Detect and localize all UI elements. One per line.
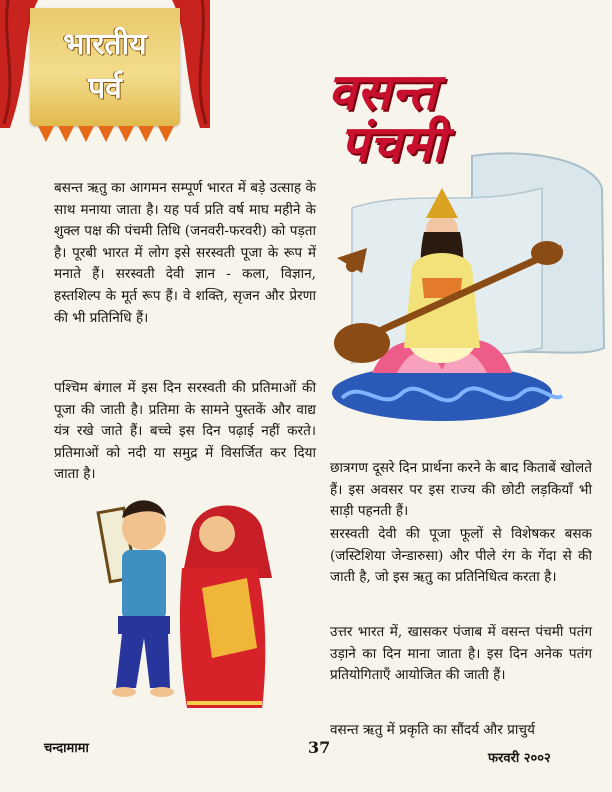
paragraph-flowers: सरस्वती देवी की पूजा फूलों से विशेषकर बसक (जस्टिशिया जेन्डारुसा) और पीले रंग के गेंदा से की जाती है, जो इस ऋतु का प्रतिनिधित्व करता है। — [330, 526, 592, 586]
banner-tassels — [38, 126, 174, 142]
saraswati-illustration — [322, 148, 612, 448]
paragraph-west-bengal: पश्चिम बंगाल में इस दिन सरस्वती की प्रतिमाओं की पूजा की जाती है। प्रतिमा के सामने पुस्तकें और वाद्य यंत्र रखे जाते हैं। बच्चे इस दिन पढ़ाई नहीं करते। प्रतिमाओं को नदी या समुद्र में विसर्जित कर दिया जाता है। — [54, 380, 316, 483]
paragraph-north-india: उत्तर भारत में, खासकर पंजाब में वसन्त पंचमी पतंग उड़ाने का दिन माना जाता है। इस दिन अनेक पतंग प्रतियोगिताएँ आयोजित की जाती हैं। — [330, 624, 592, 684]
section-banner — [30, 8, 180, 126]
footer-issue-date: फरवरी २००२ — [488, 751, 551, 766]
paragraph-students: छात्रगण दूसरे दिन प्रार्थना करने के बाद किताबें खोलते हैं। इस अवसर पर इस राज्य की छोटी लड़कियाँ भी साड़ी पहनती हैं। — [330, 460, 592, 520]
footer-page-number: 37 — [308, 738, 331, 757]
paragraph-intro: बसन्त ऋतु का आगमन सम्पूर्ण भारत में बड़े उत्साह के साथ मनाया जाता है। यह पर्व प्रति वर्ष माघ महीने के शुक्ल पक्ष की पंचमी तिथि (जनवरी-फरवरी) को पड़ता है। पूरबी भारत में लोग इसे सरस्वती पूजा के रूप में मनाते हैं। सरस्वती देवी ज्ञान - कला, विज्ञान, हस्तशिल्प के मूर्त रूप हैं। वे शक्ति, सृजन और प्रेरणा की भी प्रतिनिधि हैं। — [54, 180, 316, 326]
banner-line2: पर्व — [88, 71, 122, 106]
children-illustration — [82, 488, 282, 728]
article-title-line1: वसन्त — [328, 63, 438, 121]
footer-magazine-name: चन्दामामा — [44, 741, 89, 756]
article-title-line2: पंचमी — [340, 115, 446, 173]
banner-line1: भारतीय — [63, 27, 147, 62]
paragraph-nature: वसन्त ऋतु में प्रकृति का सौंदर्य और प्राचुर्य — [330, 722, 535, 738]
